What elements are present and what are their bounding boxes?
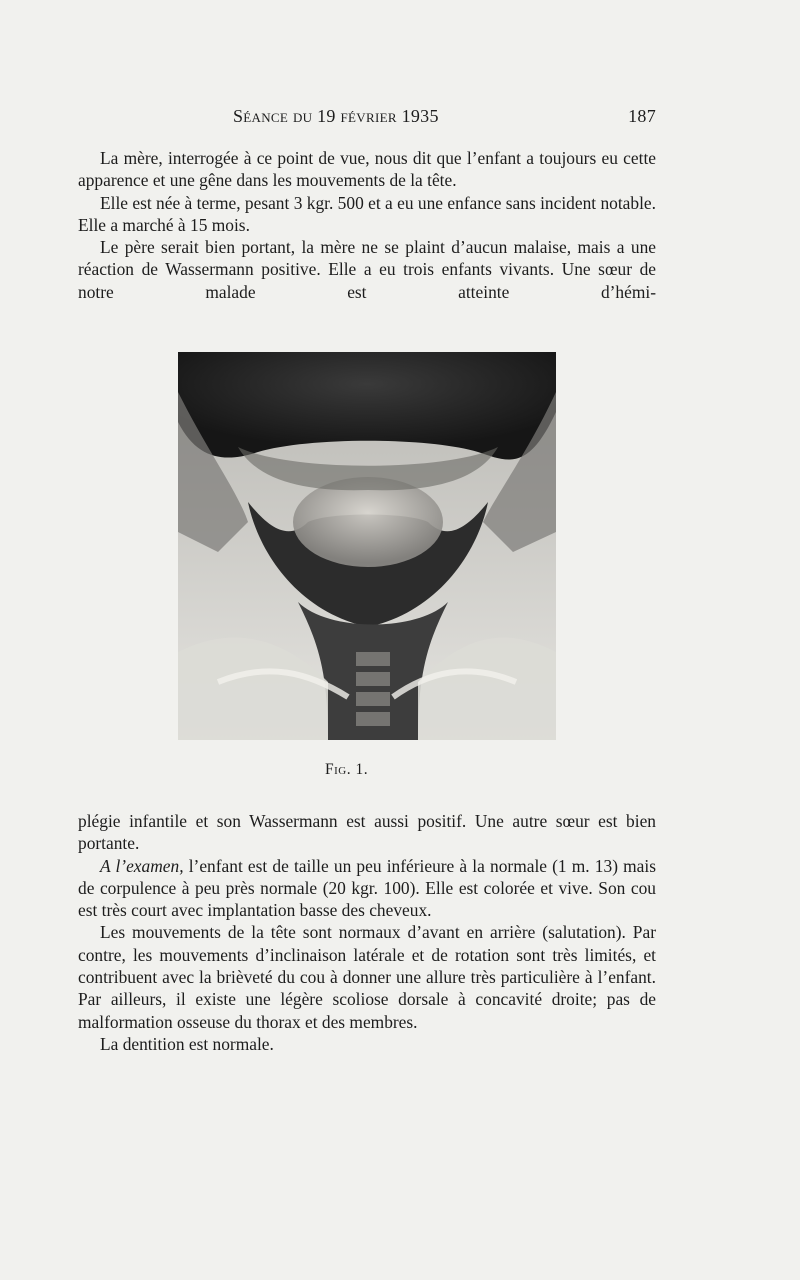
figure-caption: Fig. 1. <box>325 761 369 778</box>
paragraph: Le père serait bien portant, la mère ne se plaint d’aucun malaise, mais a une réaction de Wassermann positive. Elle a eu trois enfants vivants. Une sœur de notre malade est atteinte d’hémi- <box>78 237 656 302</box>
paragraph-examen <box>78 855 656 922</box>
running-header <box>78 106 656 130</box>
paragraph: La dentition est normale. <box>100 1033 274 1054</box>
paragraph-text: l’enfant est de taille un peu inférieure à la normale (1 m. 13) mais de corpulence à peu près normale (20 kgr. 100). Elle est colorée et vive. Son cou est très court avec implantation basse des cheveux. <box>78 855 656 921</box>
text-block-top <box>78 147 656 303</box>
xray-figure <box>178 352 556 740</box>
paragraph: Les mouvements de la tête sont normaux d’avant en arrière (salutation). Par contre, les mouvements d’inclinaison latérale et de rotation sont très limités, et contribuent avec la brièveté du cou à donner une allure très particulière à l’enfant. Par ailleurs, il existe une légère scoliose dorsale à concavité droite; pas de malformation osseuse du thorax et des membres. <box>78 922 656 1032</box>
paragraph: La mère, interrogée à ce point de vue, nous dit que l’enfant a toujours eu cette apparence et une gêne dans les mouvements de la tête. <box>78 148 656 191</box>
page-number: 187 <box>628 106 656 126</box>
xray-image <box>178 352 556 740</box>
italic-lead: A l’examen, <box>100 855 184 876</box>
paragraph: plégie infantile et son Wassermann est aussi positif. Une autre sœur est bien portante. <box>78 811 656 854</box>
text-block-bottom <box>78 810 656 1055</box>
paragraph: Elle est née à terme, pesant 3 kgr. 500 et a eu une enfance sans incident notable. Elle a marché à 15 mois. <box>78 192 656 235</box>
header-title: Séance du 19 février 1935 <box>233 106 439 126</box>
